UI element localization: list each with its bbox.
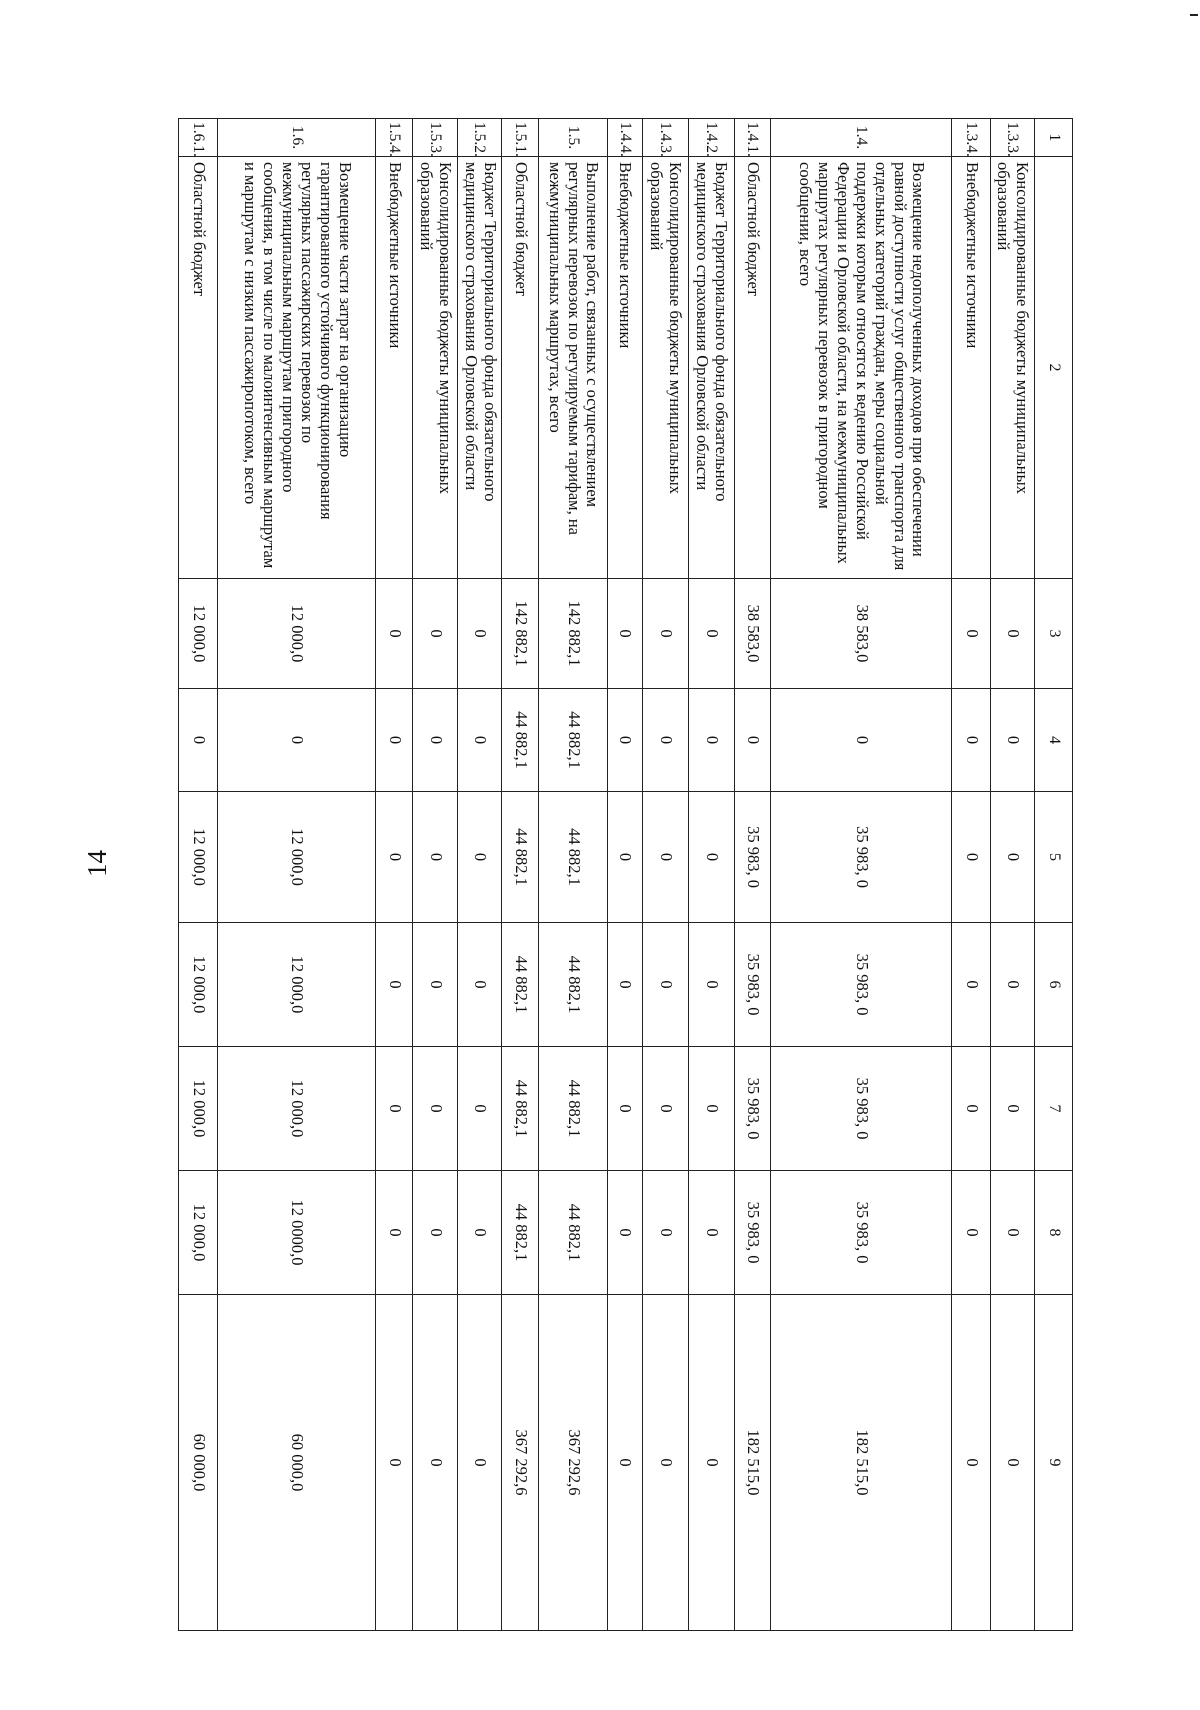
cell-col3: 12 000,0 [179, 579, 218, 689]
cell-col8: 12 000,0 [179, 1171, 218, 1295]
cell-col7: 0 [642, 1047, 688, 1171]
cell-col9: 0 [376, 1295, 413, 1631]
cell-col9: 0 [952, 1295, 990, 1631]
cell-col8: 44 882,1 [539, 1171, 607, 1295]
cell-col9: 0 [689, 1295, 734, 1631]
cell-col8: 0 [990, 1171, 1034, 1295]
cell-col3: 142 882,1 [502, 579, 539, 689]
table-row [457, 119, 501, 1631]
row-code: 1.3.3. [990, 119, 1034, 157]
row-code: 1.5.2. [457, 119, 501, 157]
row-code: 1.4.4. [607, 119, 642, 157]
cell-col7: 0 [952, 1047, 990, 1171]
cell-col5: 0 [413, 792, 457, 923]
cell-col7: 0 [990, 1047, 1034, 1171]
cell-col5: 0 [376, 792, 413, 923]
cell-col7: 44 882,1 [539, 1047, 607, 1171]
row-name: Консолидированные бюджеты муниципальных образований [413, 157, 457, 579]
table-row [376, 119, 413, 1631]
table-row [539, 119, 607, 1631]
table-row [770, 119, 952, 1631]
cell-col3: 142 882,1 [539, 579, 607, 689]
cell-col6: 44 882,1 [502, 923, 539, 1047]
row-code: 1.4.1. [734, 119, 770, 157]
cell-col7: 0 [607, 1047, 642, 1171]
cell-col5: 44 882,1 [539, 792, 607, 923]
cell-col5: 35 983, 0 [734, 792, 770, 923]
cell-col3: 0 [607, 579, 642, 689]
cell-col3: 0 [376, 579, 413, 689]
cell-col7: 35 983, 0 [770, 1047, 952, 1171]
row-code: 1.5.1. [502, 119, 539, 157]
cell-col6: 0 [413, 923, 457, 1047]
cell-col9: 0 [642, 1295, 688, 1631]
row-name: Возмещение недополученных доходов при обеспечении равной доступности услуг общественного транспорта для отдельных категорий граждан, меры социальной поддержки которым относятся к ведению Российской Федерации и Орловской области, на межмуниципальных маршрутах регулярных перевозок в пригородном сообщении, всего [770, 157, 952, 579]
row-name: Возмещение части затрат на организацию гарантированного устойчивого функционирования регулярных пассажирских перевозок по межмуниципальным маршрутам пригородного сообщения, в том числе по малоинтенсивным маршрутам и маршрутам с низким пассажиропотоком, всего [218, 157, 376, 579]
cell-col7: 0 [457, 1047, 501, 1171]
cell-col7: 12 000,0 [179, 1047, 218, 1171]
cell-col8: 0 [457, 1171, 501, 1295]
cell-col5: 0 [642, 792, 688, 923]
cell-col4: 0 [734, 689, 770, 792]
cell-col8: 0 [376, 1171, 413, 1295]
cell-col4: 0 [642, 689, 688, 792]
cell-col6: 0 [376, 923, 413, 1047]
cell-col5: 0 [607, 792, 642, 923]
cell-col7: 0 [689, 1047, 734, 1171]
cell-col4: 0 [179, 689, 218, 792]
cell-col4: 0 [770, 689, 952, 792]
row-name: Областной бюджет [179, 157, 218, 579]
cell-col4: 44 882,1 [539, 689, 607, 792]
cell-col5: 12 000,0 [218, 792, 376, 923]
cell-col3: 0 [952, 579, 990, 689]
cell-col8: 0 [952, 1171, 990, 1295]
cell-col3: 38 583,0 [770, 579, 952, 689]
cell-col5: 0 [952, 792, 990, 923]
cell-col6: 0 [689, 923, 734, 1047]
table-row [642, 119, 688, 1631]
cell-col7: 0 [413, 1047, 457, 1171]
cell-col8: 0 [413, 1171, 457, 1295]
cell-col3: 0 [642, 579, 688, 689]
cell-col3: 12 000,0 [218, 579, 376, 689]
cell-col3: 0 [990, 579, 1034, 689]
table-row [734, 119, 770, 1631]
cell-col6: 12 000,0 [218, 923, 376, 1047]
row-code: 1.5.3. [413, 119, 457, 157]
cell-col6: 35 983, 0 [734, 923, 770, 1047]
column-header: 5 [1035, 792, 1073, 923]
cell-col5: 44 882,1 [502, 792, 539, 923]
header-row [1035, 119, 1073, 1631]
row-name: Бюджет Территориального фонда обязательного медицинского страхования Орловской области [457, 157, 501, 579]
table-row [607, 119, 642, 1631]
page-number: 14 [82, 850, 112, 877]
cell-col3: 0 [413, 579, 457, 689]
cell-col8: 12 0000,0 [218, 1171, 376, 1295]
column-header: 6 [1035, 923, 1073, 1047]
row-name: Консолидированные бюджеты муниципальных образований [990, 157, 1034, 579]
cell-col6: 0 [952, 923, 990, 1047]
row-name: Областной бюджет [502, 157, 539, 579]
row-name: Бюджет Территориального фонда обязательного медицинского страхования Орловской области [689, 157, 734, 579]
margin-mark [1190, 14, 1198, 16]
budget-table [178, 118, 1073, 1631]
cell-col9: 0 [413, 1295, 457, 1631]
cell-col8: 0 [689, 1171, 734, 1295]
row-code: 1.4.2. [689, 119, 734, 157]
cell-col5: 12 000,0 [179, 792, 218, 923]
cell-col4: 0 [952, 689, 990, 792]
cell-col4: 0 [376, 689, 413, 792]
budget-table-rotated [178, 118, 1073, 1630]
cell-col4: 0 [457, 689, 501, 792]
cell-col9: 182 515,0 [770, 1295, 952, 1631]
cell-col8: 44 882,1 [502, 1171, 539, 1295]
column-header: 9 [1035, 1295, 1073, 1631]
row-code: 1.6.1. [179, 119, 218, 157]
cell-col7: 44 882,1 [502, 1047, 539, 1171]
cell-col9: 367 292,6 [502, 1295, 539, 1631]
cell-col4: 0 [689, 689, 734, 792]
row-code: 1.3.4. [952, 119, 990, 157]
row-code: 1.5. [539, 119, 607, 157]
table-row [179, 119, 218, 1631]
cell-col5: 0 [689, 792, 734, 923]
row-name: Внебюджетные источники [952, 157, 990, 579]
cell-col5: 0 [457, 792, 501, 923]
cell-col6: 12 000,0 [179, 923, 218, 1047]
cell-col6: 0 [457, 923, 501, 1047]
cell-col8: 0 [607, 1171, 642, 1295]
cell-col9: 0 [457, 1295, 501, 1631]
row-code: 1.4.3. [642, 119, 688, 157]
row-name: Выполнение работ, связанных с осуществлением регулярных перевозок по регулируемым тарифам, на межмуниципальных маршрутах, всего [539, 157, 607, 579]
cell-col4: 0 [413, 689, 457, 792]
cell-col9: 0 [990, 1295, 1034, 1631]
row-code: 1.6. [218, 119, 376, 157]
cell-col3: 0 [689, 579, 734, 689]
cell-col6: 0 [990, 923, 1034, 1047]
table-row [218, 119, 376, 1631]
table-row [952, 119, 990, 1631]
row-name: Консолидированные бюджеты муниципальных образований [642, 157, 688, 579]
column-header: 4 [1035, 689, 1073, 792]
column-header: 2 [1035, 157, 1073, 579]
cell-col4: 0 [218, 689, 376, 792]
cell-col6: 44 882,1 [539, 923, 607, 1047]
cell-col7: 12 000,0 [218, 1047, 376, 1171]
cell-col9: 60 000,0 [218, 1295, 376, 1631]
row-name: Областной бюджет [734, 157, 770, 579]
column-header: 7 [1035, 1047, 1073, 1171]
cell-col4: 0 [990, 689, 1034, 792]
cell-col6: 0 [642, 923, 688, 1047]
row-code: 1.4. [770, 119, 952, 157]
cell-col4: 44 882,1 [502, 689, 539, 792]
cell-col5: 0 [990, 792, 1034, 923]
cell-col7: 0 [376, 1047, 413, 1171]
cell-col9: 367 292,6 [539, 1295, 607, 1631]
table-row [413, 119, 457, 1631]
column-header: 3 [1035, 579, 1073, 689]
cell-col4: 0 [607, 689, 642, 792]
cell-col3: 0 [457, 579, 501, 689]
row-name: Внебюджетные источники [376, 157, 413, 579]
cell-col5: 35 983, 0 [770, 792, 952, 923]
cell-col6: 35 983, 0 [770, 923, 952, 1047]
cell-col9: 182 515,0 [734, 1295, 770, 1631]
column-header: 1 [1035, 119, 1073, 157]
row-name: Внебюджетные источники [607, 157, 642, 579]
cell-col6: 0 [607, 923, 642, 1047]
cell-col8: 35 983, 0 [734, 1171, 770, 1295]
cell-col7: 35 983, 0 [734, 1047, 770, 1171]
table-row [502, 119, 539, 1631]
table-row [689, 119, 734, 1631]
cell-col8: 35 983, 0 [770, 1171, 952, 1295]
cell-col3: 38 583,0 [734, 579, 770, 689]
cell-col9: 60 000,0 [179, 1295, 218, 1631]
cell-col9: 0 [607, 1295, 642, 1631]
table-row [990, 119, 1034, 1631]
row-code: 1.5.4. [376, 119, 413, 157]
column-header: 8 [1035, 1171, 1073, 1295]
cell-col8: 0 [642, 1171, 688, 1295]
